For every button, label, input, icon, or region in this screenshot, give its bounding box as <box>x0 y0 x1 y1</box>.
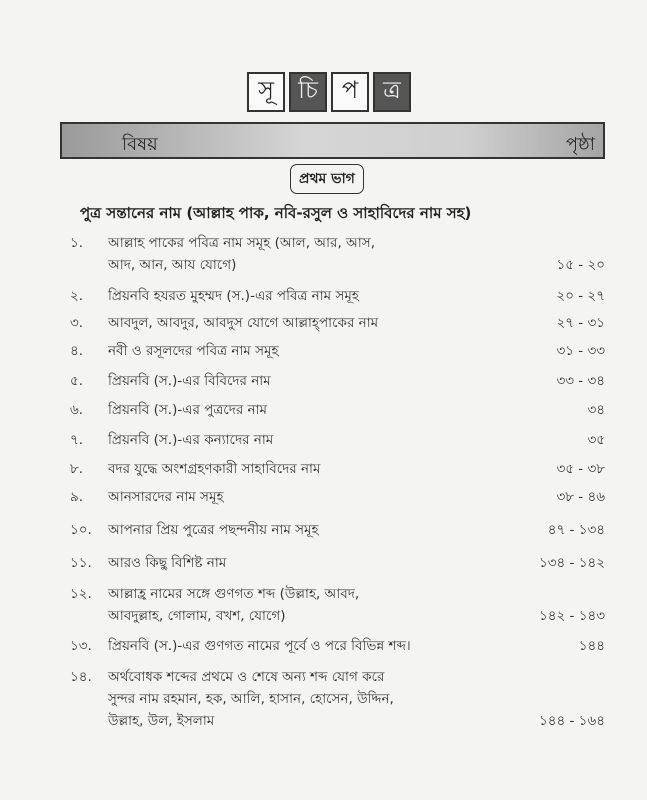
entry-pages: ১৫ - ২০ <box>556 257 605 273</box>
entry-title <box>108 519 508 541</box>
entry-pages: ১৪৪ <box>578 638 605 654</box>
entry-number: ৮. <box>70 461 84 477</box>
entry-title <box>108 458 508 480</box>
entry-title-line: নবী ও রসূলদের পবিত্র নাম সমূহ <box>108 343 279 359</box>
toc-entry <box>70 429 605 451</box>
section-title: পুত্র সন্তানের নাম (আল্লাহ পাক, নবি-রসুল ও সাহাবিদের নাম সহ) <box>80 204 472 222</box>
title-letter: সূ <box>247 72 285 112</box>
entry-title-line: প্রিয়নবি (স.)-এর কন্যাদের নাম <box>108 432 274 448</box>
toc-entry <box>70 552 605 574</box>
entry-pages: ৩৪ <box>587 402 605 418</box>
entry-pages: ১৩৪ - ১৪২ <box>538 555 605 571</box>
entry-title <box>108 486 508 508</box>
entry-title-line: আদ, আন, আয যোগে) <box>108 257 237 273</box>
entry-pages: ৪৭ - ১৩৪ <box>547 522 605 538</box>
toc-entry <box>70 399 605 421</box>
toc-entry <box>70 370 605 392</box>
entry-title-line: আল্লাহ পাকের পবিত্র নাম সমূহ (আল, আর, আস, <box>108 235 375 251</box>
entry-pages: ৩৫ - ৩৮ <box>556 461 605 477</box>
entry-title <box>108 312 508 334</box>
toc-entry <box>70 519 605 541</box>
entry-number: ২. <box>70 288 84 304</box>
entry-title-line: উল্লাহ, উল, ইসলাম <box>108 713 215 729</box>
entry-number: ১. <box>70 235 84 251</box>
entry-number: ১৩. <box>70 638 92 654</box>
entry-title <box>108 340 508 362</box>
entry-title <box>108 285 508 307</box>
entry-pages: ২০ - ২৭ <box>556 288 605 304</box>
title-letter: চি <box>289 72 327 112</box>
toc-entry <box>70 232 605 276</box>
entry-title <box>108 583 508 627</box>
entry-number: ১১. <box>70 555 92 571</box>
entry-number: ১০. <box>70 522 92 538</box>
entry-title-line: বদর যুদ্ধে অংশগ্রহণকারী সাহাবিদের নাম <box>108 461 321 477</box>
column-header-bar <box>60 122 605 159</box>
entry-title-line: আনসারদের নাম সমূহ <box>108 489 224 505</box>
toc-entry <box>70 635 605 657</box>
entry-number: ১২. <box>70 586 92 602</box>
entry-title <box>108 370 508 392</box>
entry-number: ৬. <box>70 402 84 418</box>
entry-title-line: প্রিয়নবি (স.)-এর পুত্রদের নাম <box>108 402 268 418</box>
subject-header: বিষয় <box>122 134 158 155</box>
entry-pages: ৩৮ - ৪৬ <box>556 489 605 505</box>
entry-title-line: আল্লাহ্র নামের সঙ্গে গুণগত শব্দ (উল্লাহ, আবদ, <box>108 586 360 602</box>
entry-title-line: আবদুল্লাহ, গোলাম, বখশ, যোগে) <box>108 608 286 624</box>
entry-pages: ১৪২ - ১৪৩ <box>538 608 605 624</box>
entry-title-line: সুন্দর নাম রহমান, হক, আলি, হাসান, হোসেন, উদ্দিন, <box>108 691 394 707</box>
entry-title-line: আপনার প্রিয় পুত্রের পছন্দনীয় নাম সমূহ <box>108 522 319 538</box>
toc-entry <box>70 486 605 508</box>
entry-number: ৭. <box>70 432 84 448</box>
page-title <box>247 72 411 112</box>
entry-pages: ২৭ - ৩১ <box>556 315 605 331</box>
toc-entry <box>70 312 605 334</box>
part-label: প্রথম ভাগ <box>290 164 364 194</box>
entry-number: ৩. <box>70 315 84 331</box>
entry-title-line: অর্থবোধক শব্দের প্রথমে ও শেষে অন্য শব্দ যোগ করে <box>108 669 385 685</box>
entry-title-line: প্রিয়নবি (স.)-এর গুণগত নামের পূর্বে ও পরে বিভিন্ন শব্দ। <box>108 638 411 654</box>
entry-title-line: প্রিয়নবি (স.)-এর বিবিদের নাম <box>108 373 271 389</box>
toc-entry <box>70 666 605 732</box>
entry-pages: ৩৫ <box>587 432 605 448</box>
entry-number: ১৪. <box>70 669 92 685</box>
toc-entry <box>70 458 605 480</box>
entry-number: ৫. <box>70 373 84 389</box>
entry-title <box>108 635 508 657</box>
entry-number: ৯. <box>70 489 84 505</box>
entry-title <box>108 399 508 421</box>
entry-pages: ১৪৪ - ১৬৪ <box>538 713 605 729</box>
entry-title <box>108 429 508 451</box>
entry-title <box>108 232 508 276</box>
entry-title-line: প্রিয়নবি হযরত মুহম্মদ (স.)-এর পবিত্র নাম সমূহ <box>108 288 359 304</box>
entry-number: ৪. <box>70 343 84 359</box>
entry-pages: ৩৩ - ৩৪ <box>556 373 605 389</box>
entry-pages: ৩১ - ৩৩ <box>556 343 605 359</box>
title-letter: প <box>331 72 369 112</box>
toc-entry <box>70 340 605 362</box>
page-header: পৃষ্ঠা <box>565 134 595 155</box>
title-letter: ত্র <box>373 72 411 112</box>
entry-title-line: আবদুল, আবদুর, আবদুস যোগে আল্লাহ্পাকের নাম <box>108 315 379 331</box>
entry-title <box>108 552 508 574</box>
entry-title-line: আরও কিছু বিশিষ্ট নাম <box>108 555 227 571</box>
toc-entry <box>70 583 605 627</box>
entry-title <box>108 666 508 732</box>
toc-entry <box>70 285 605 307</box>
